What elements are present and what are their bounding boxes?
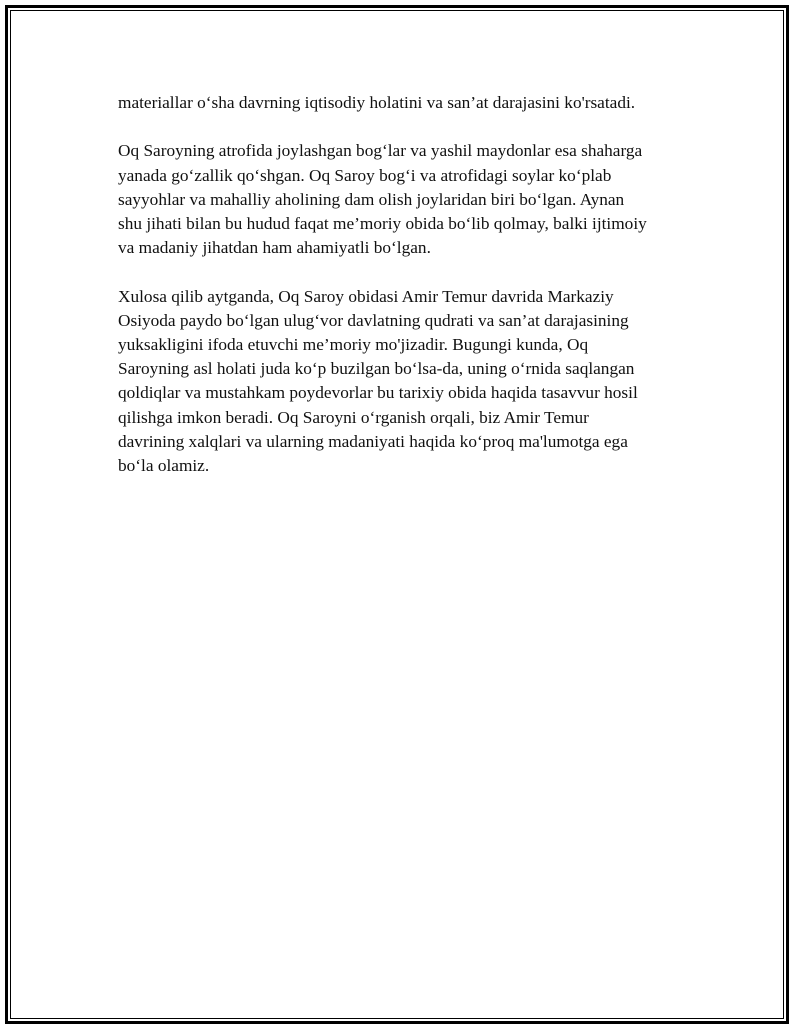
document-body <box>118 91 693 502</box>
paragraph-gardens <box>118 139 693 260</box>
text-line: bo‘la olamiz. <box>118 456 210 476</box>
paragraph-intro <box>118 91 693 115</box>
text-line: sayyohlar va mahalliy aholining dam olish joylaridan biri bo‘lgan. Aynan <box>118 189 625 209</box>
text-line: davrining xalqlari va ularning madaniyati haqida ko‘proq ma'lumotga ega <box>118 431 628 451</box>
text-line: Xulosa qilib aytganda, Oq Saroy obidasi Amir Temur davrida Markaziy <box>118 286 614 306</box>
text-line: Oq Saroyning atrofida joylashgan bog‘lar va yashil maydonlar esa shaharga <box>118 141 643 161</box>
text-line: Osiyoda paydo bo‘lgan ulug‘vor davlatning qudrati va san’at darajasining <box>118 310 629 330</box>
text-line: yuksakligini ifoda etuvchi me’moriy mo'jizadir. Bugungi kunda, Oq <box>118 335 589 354</box>
text-line: qilishga imkon beradi. Oq Saroyni o‘rganish orqali, biz Amir Temur <box>118 407 589 427</box>
paragraph-conclusion <box>118 285 693 479</box>
text-line: shu jihati bilan bu hudud faqat me’moriy obida bo‘lib qolmay, balki ijtimoiy <box>118 214 647 233</box>
text-line: Saroyning asl holati juda ko‘p buzilgan bo‘lsa-da, uning o‘rnida saqlangan <box>118 359 635 379</box>
text-line: va madaniy jihatdan ham ahamiyatli bo‘lgan. <box>118 238 431 258</box>
text-line: materiallar o‘sha davrning iqtisodiy holatini va san’at darajasini ko'rsatadi. <box>118 93 636 112</box>
text-line: yanada go‘zallik qo‘shgan. Oq Saroy bog‘i va atrofidagi soylar ko‘plab <box>118 165 612 185</box>
text-line: qoldiqlar va mustahkam poydevorlar bu tarixiy obida haqida tasavvur hosil <box>118 383 638 403</box>
